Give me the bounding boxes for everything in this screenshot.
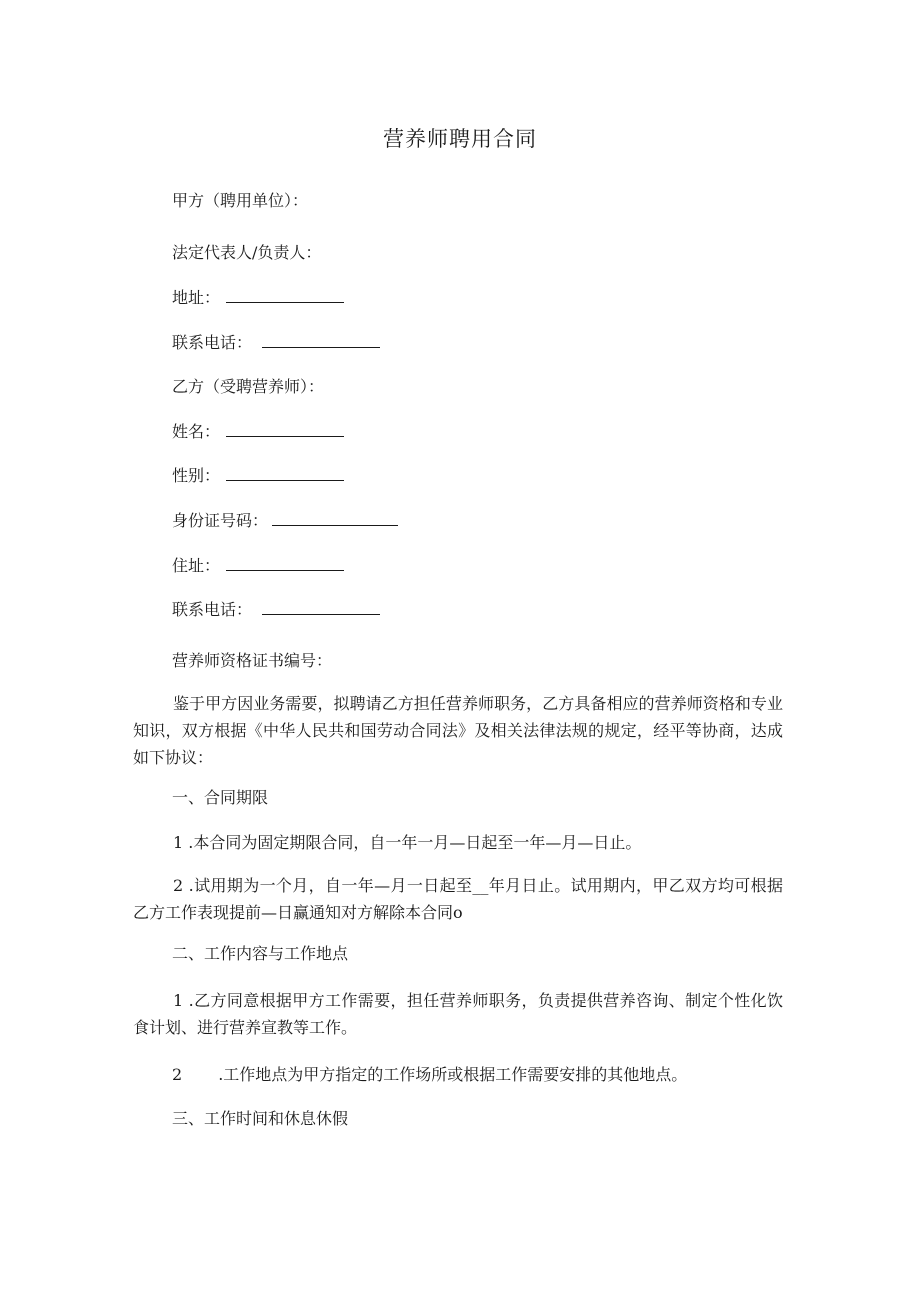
party-b-address-blank bbox=[226, 556, 344, 571]
party-a-phone-line bbox=[172, 332, 380, 354]
section2-item2-text: .工作地点为甲方指定的工作场所或根据工作需要安排的其他地点。 bbox=[218, 1065, 688, 1084]
party-a-phone-blank bbox=[262, 333, 380, 348]
party-b-phone-line bbox=[172, 599, 380, 621]
section2-item2 bbox=[172, 1064, 687, 1086]
preamble-paragraph: 鉴于甲方因业务需要，拟聘请乙方担任营养师职务，乙方具备相应的营养师资格和专业知识，双方根据《中华人民共和国劳动合同法》及相关法律法规的规定，经平等协商，达成如下协议： bbox=[133, 694, 783, 767]
section3-heading: 三、工作时间和休息休假 bbox=[172, 1109, 349, 1128]
party-b-header: 乙方（受聘营养师）： bbox=[172, 377, 325, 396]
party-b-address-line bbox=[172, 555, 344, 577]
party-b-name-line bbox=[172, 421, 344, 443]
party-a-address-line bbox=[172, 287, 344, 309]
party-b-id-blank bbox=[272, 511, 398, 526]
party-b-id-label: 身份证号码： bbox=[172, 511, 269, 530]
party-a-address-blank bbox=[226, 288, 344, 303]
party-b-gender-blank bbox=[226, 466, 344, 481]
section2-item1: 1 .乙方同意根据甲方工作需要，担任营养师职务，负责提供营养咨询、制定个性化饮食计划、进行营养宣教等工作。 bbox=[133, 991, 783, 1037]
party-b-name-blank bbox=[226, 422, 344, 437]
party-b-address-label: 住址： bbox=[172, 556, 221, 575]
party-b-gender-label: 性别： bbox=[172, 466, 221, 485]
party-a-representative: 法定代表人/负责人： bbox=[172, 243, 322, 262]
party-b-gender-line bbox=[172, 465, 344, 487]
section1-item1: 1 .本合同为固定期限合同，自一年一月—日起至一年—月—日止。 bbox=[173, 833, 642, 852]
party-a-header: 甲方（聘用单位）： bbox=[172, 191, 309, 210]
section2-heading: 二、工作内容与工作地点 bbox=[172, 944, 349, 963]
party-a-address-label: 地址： bbox=[172, 288, 221, 307]
party-a-phone-label: 联系电话： bbox=[172, 333, 253, 352]
section2-item2-number: 2 bbox=[172, 1065, 183, 1084]
party-b-phone-label: 联系电话： bbox=[172, 600, 253, 619]
party-b-name-label: 姓名： bbox=[172, 422, 221, 441]
party-b-id-line bbox=[172, 510, 398, 532]
party-b-phone-blank bbox=[262, 600, 380, 615]
section1-heading: 一、合同期限 bbox=[172, 788, 269, 807]
party-b-certificate: 营养师资格证书编号： bbox=[172, 651, 333, 670]
section1-item2: 2 .试用期为一个月，自一年—月一日起至__年月日止。试用期内，甲乙双方均可根据乙方工作表现提前—日赢通知对方解除本合同o bbox=[133, 876, 783, 922]
document-title: 营养师聘用合同 bbox=[383, 127, 537, 151]
